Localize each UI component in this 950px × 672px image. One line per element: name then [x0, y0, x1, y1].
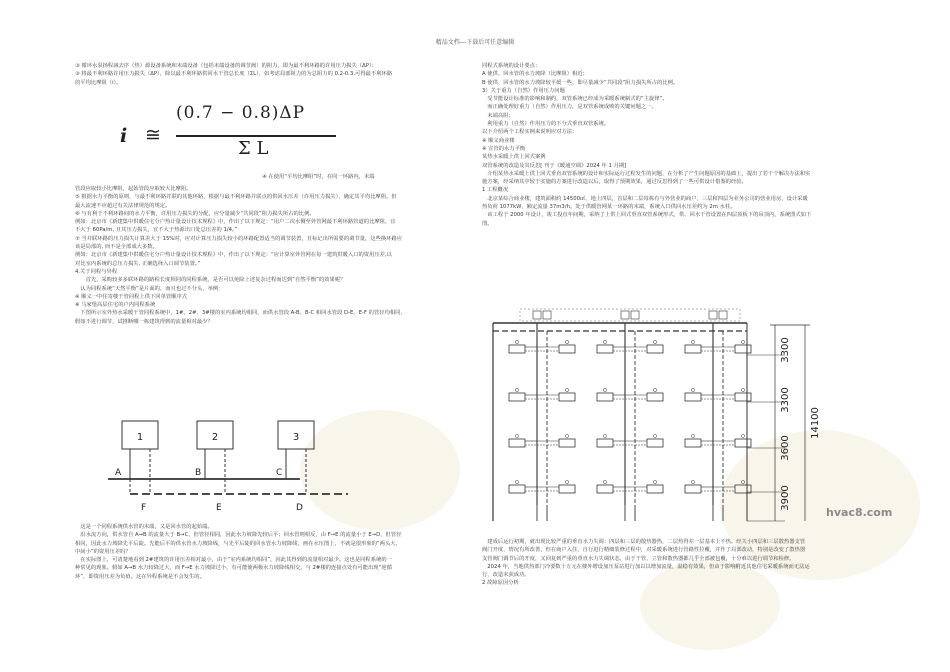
text-line: 介绍某热水采暖上供上回式垂直双管系统的设计和实际运行过程发生的问题，在分析了产生问题原因的基础上，提出了若干个解决办法和实: [482, 170, 811, 177]
text-line: 支管阀门调节后的开度，又回复到严重的垂直水力失调状态，由于干管、立管和散热器都几乎全部被包覆，十分难以进行调节和检修。: [482, 555, 795, 562]
node-label: B: [195, 468, 202, 478]
radiator-icon: [559, 485, 575, 493]
text-line: ⑥ 与有利于不利环路间的水力平衡，许用压力损失的分配，应分量减少“共同段”阻力损失所占的比例。: [75, 210, 315, 217]
radiator-icon: [647, 345, 663, 353]
text-line: 下图所示室外热水采暖干管同程系统中，1#、2#、3#楼的室内系统均相同，而供水管段 A-B、B-C 和回水管段 D-E、E-F 的管径均相同，: [75, 310, 406, 317]
radiator-icon: [685, 345, 701, 353]
text-line: 例如：北京市《新建集中供暖住宅分户热计量设计技术规程》中，作出了以下规定：“用户二次水侧至外管网最不利环路管道的比摩阻，宜: [75, 219, 396, 226]
radiator-icon: [647, 485, 663, 493]
radiator-icon: [685, 485, 701, 493]
radiator-icon: [685, 393, 701, 401]
text-line: 热负荷 1077kW，额定流量 37m3/h。处于供暖管网某一环路的末端，系统入口供回水压差约为 2m 水柱。: [482, 204, 736, 211]
text-line: 而正确处理好重力（自然）作用压力，是双管系统成败的关键问题之一。: [482, 104, 657, 111]
text-line: 施方案，经采纳其中较于实施的方案进行改造以后，取得了预期效果，通过反思得到了一些可供设计借鉴的经验。: [482, 179, 747, 186]
text-line: 阀门开度，情况有所改善，但在商户入住，自行进行精细装修过程中，对采暖系统进行管路性拉覆，并作了局部改动，特别是改变了散热器: [482, 547, 806, 554]
text-line: A 使供、回水管的水力坡降（比摩阻）相近；: [482, 71, 588, 78]
formula-numerator: (0.7 − 0.8)ΔP: [176, 103, 306, 123]
fraction-bar: [176, 135, 336, 137]
left-column: [75, 62, 475, 87]
node-label: D: [296, 503, 303, 513]
formula-note: ④ 在使用“平均比摩阻”时，在同一环路内，末端: [262, 174, 375, 180]
valve-icon: [543, 311, 551, 319]
text-line: ③ 循环水泵扬程减去序（热）源设备系统和末端设备（包括末端设备的调节阀）的阻力，即为最不利环路的许用压力损失（ΔP）；: [75, 63, 377, 69]
text-line: 该工程于 2000 年设计，竣工投直年间期，采纳了上供上回式垂直双管系统形式，供、回水干管设置在四层顶板下的吊顶内，系统图式如下: [482, 212, 812, 219]
radiator-icon: [559, 345, 575, 353]
radiator-icon: [597, 345, 613, 353]
text-line: 中间小”的资用压差吗？: [75, 548, 131, 555]
dimension-label: 3900: [780, 485, 791, 511]
radiator-icon: [509, 345, 525, 353]
text-line: 相同，因此水力坡降先平后陡。先能后平的供水管水力坡降线，与先平后陡的回水管水力坡降线，画在水压图上，不就是很形象的“两头大，: [75, 540, 401, 547]
building-label: 1: [136, 432, 144, 443]
text-line: 种常见的现象。假如 A→B 水力较降过大，而 F→E 水力坡降过小，有可能使两极水力坡降线相交，与 2#楼的连接点处有可能出现“逆循: [75, 565, 392, 572]
node-label: C: [276, 468, 283, 478]
valve-icon: [631, 311, 639, 319]
right-column: [482, 62, 882, 228]
text-line: 环”，即资用压差为负值。这在异程系统是不会发生的。: [75, 573, 205, 580]
radiator-icon: [735, 439, 751, 447]
left-top-paragraphs: [75, 62, 475, 87]
radiator-icon: [509, 485, 525, 493]
reverse-return-diagram: [100, 418, 350, 518]
radiator-icon: [597, 393, 613, 401]
text-line: 受节能设计标准的影响和制约，双管系统已经成为采暖系统制式的“主旋律”。: [482, 96, 668, 103]
text-line: 对比室内系统的总压力损失, 正确选择入口调节装置。”: [75, 260, 201, 267]
page-header: 精品文档---下载后可任意编辑: [435, 39, 515, 46]
text-line: 管段应取较小比摩阻，起始管段应取较大比摩阻。: [75, 186, 192, 192]
text-line: ⑤ 根据水力平衡的原则，与最不利环路并联的其他环路，根据与最不利环路并联点的供回水压差（许用压力损失），确定其平均比摩阻。但: [75, 194, 397, 201]
text-line: 沿水流方向，供水管自 A→B 的流量大于 B→C，但管径相同，因此水力坡降先较后平；回水管则相反，由 F→E 的流量小于 E→D，但管径: [75, 532, 402, 539]
text-line: 4.关于同程与异程: [75, 268, 118, 275]
text-line: 认为同程系统“天然平衡”是片面的，而且也过不分头，举例:: [75, 285, 220, 292]
text-line: ※ 宣管的水力平衡: [482, 145, 526, 152]
text-line: 北京某综合商业楼，建筑面积约 14500㎡，地上四层，首层和二层每栋有与外营业的商户，三层和四层为业务公司的营业用房，设计采暖: [482, 195, 808, 202]
formula-approx: ≅: [145, 124, 161, 146]
text-line: 某热水采暖上供上回式案例: [482, 154, 546, 161]
text-line: ※ 顺义一中住寄楼干管同程上供下回单管顺序式: [75, 293, 188, 300]
left-middle-paragraphs: [75, 185, 406, 326]
radiator-icon: [597, 485, 613, 493]
text-line: 3）关于重力（自然）作用压力问题: [482, 87, 565, 94]
text-line: 双管系统的改造及其反思[ 刊于《暖通空调》2024 年 1 月期]: [482, 162, 627, 169]
node-label: E: [216, 503, 222, 513]
text-line: ※ 顺义商业楼: [482, 137, 515, 144]
radiator-icon: [647, 439, 663, 447]
text-line: 未端高阻；: [482, 112, 514, 119]
dimension-total: 14100: [810, 407, 821, 439]
text-line: 的平均比摩阻（i）。: [75, 79, 122, 86]
radiator-icon: [685, 439, 701, 447]
formula-lhs: i: [120, 125, 128, 147]
text-line: B 使供、回水管的水力坡降较平缓一些，即尽量减少“共同段”阻力损失所占的比例。: [482, 79, 679, 86]
text-line: 1 工程概况: [482, 187, 509, 194]
building-label: 2: [211, 432, 219, 443]
dimension-label: 3300: [780, 337, 791, 363]
radiator-icon: [509, 393, 525, 401]
riser-group: [493, 311, 751, 521]
text-line: 不大于 60Pa/m, 且其压力损失，宜不大于热源出口处总压差的 1/4。”: [75, 227, 238, 234]
text-line: ③ 将最不利环路许用压力损失（ΔP），除以最不利环路供回水干管总长度（ΣL），如考虑局部阻力的为总阻力的 0.2-0.3,可得最不利环路: [75, 71, 393, 78]
radiator-icon: [647, 393, 663, 401]
text-line: 这是一个同程系统供水管的末端，又是回水管的起始端。: [75, 524, 213, 530]
text-line: ⑦ 当并联环路的压力损失计算差大于 15%时，应对计算压力损失较小的环路配置适当的调节装置，且标记出所需要的调节量，这些换环路应: [75, 235, 403, 242]
text-line: 例如：北京市《新建集中供暖住宅分户热计量设计技术规程》中，作出了以下规定：“应计算室外管网在每一建筑供暖入口的资用压差,以: [75, 252, 392, 259]
radiator-icon: [735, 393, 751, 401]
text-line: 图。: [482, 220, 493, 227]
watermark: hvac8.com: [826, 506, 893, 519]
text-line: 首先，采购较多多联环路的路程长度相同的同程系统，是否可以免除上述复杂过程而达到“自然平衡”的效果呢？: [75, 277, 346, 284]
text-line: 在实际图上，可清楚地看到 2#建筑的许用压差相对最小，由于“室内系统均相同”，因此其得到的流量相对最少。这也是同程系统的一: [75, 557, 392, 564]
text-line: 利用重力（自然）作用压力的下分式垂直双管系统。: [482, 121, 610, 128]
node-label: F: [141, 503, 147, 513]
text-line: 同程式系统的设计要点：: [482, 63, 541, 69]
text-line: 该是局部的, 而不是全部成大多数。: [75, 244, 158, 251]
radiator-icon: [597, 439, 613, 447]
text-line: 2024 年，当地供热部门冷要数十万元在楼外增设加压泵站进行加以以增加流量，温稳有效果，但由于影响附近其他住宅采暖系统而无法运: [482, 563, 810, 570]
right-bottom-paragraphs: [482, 538, 810, 588]
node-label: A: [115, 468, 122, 478]
valve-icon: [533, 311, 541, 319]
mean-friction-formula: [108, 103, 338, 165]
dimension-label: 3600: [780, 435, 791, 461]
valve-icon: [719, 311, 727, 319]
formula-denominator: Σ L: [238, 138, 269, 159]
radiator-icon: [509, 439, 525, 447]
text-line: 2 故障原因分析: [482, 580, 519, 587]
text-line: 行，改造未获成功。: [482, 572, 530, 579]
text-line: 建成后运行初期，就出现比较严重的垂直水力失调：四层和三层的散热器热，二层热得差一层基本上不热。经关小四层和三层散热器支管: [482, 539, 806, 545]
text-line: 最大流速不应超过有关法律规范的规定。: [75, 202, 171, 209]
left-bottom-paragraphs: [75, 523, 401, 581]
radiator-icon: [735, 345, 751, 353]
radiator-icon: [559, 439, 575, 447]
text-line: ※ 马家堡高层住宅的户内同程系统: [75, 302, 156, 309]
text-line: 假如不进行调节，试推断哪一栋建筑得到的流量相对最少？: [75, 318, 213, 325]
valve-icon: [709, 311, 717, 319]
riser-system-diagram: [485, 305, 830, 530]
text-line: 以下介绍两个工程实例来说明应对方法：: [482, 129, 578, 136]
dimension-label: 3300: [780, 387, 791, 413]
valve-icon: [621, 311, 629, 319]
building-label: 3: [292, 432, 300, 443]
radiator-icon: [559, 393, 575, 401]
